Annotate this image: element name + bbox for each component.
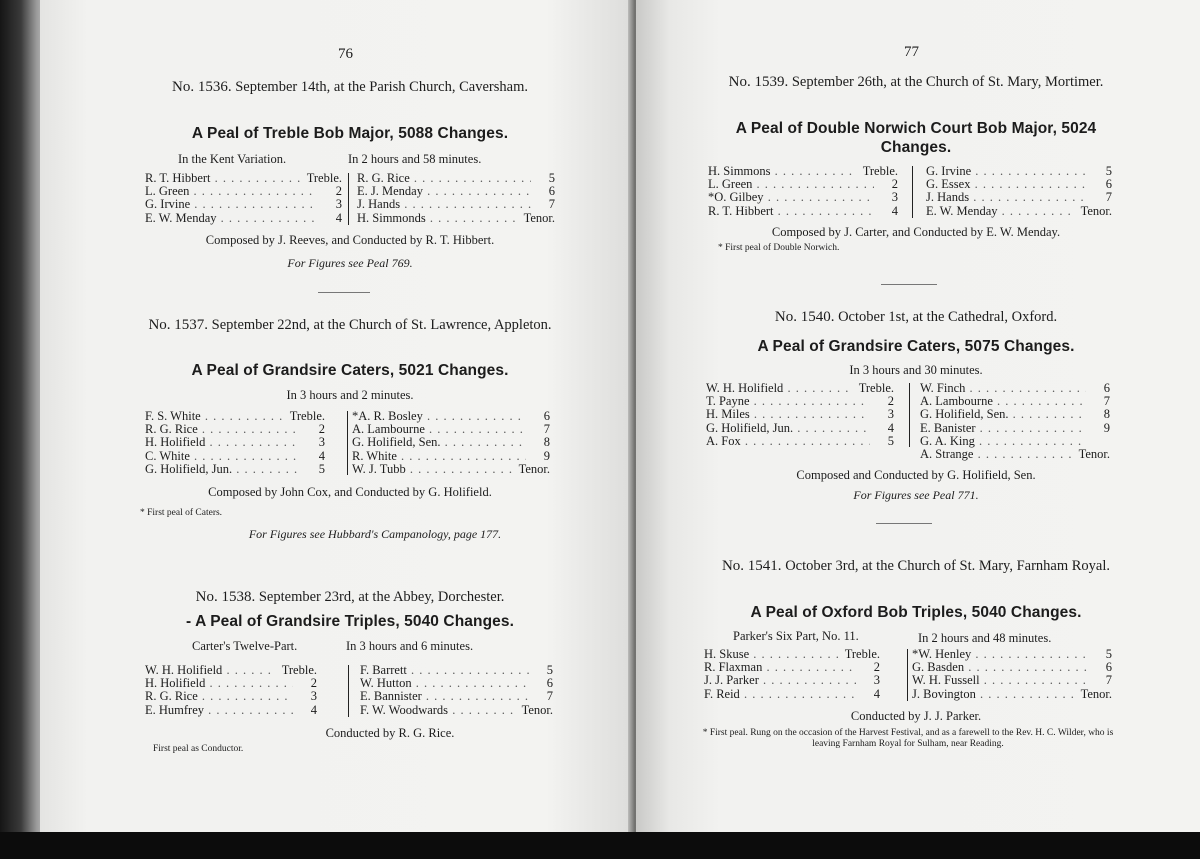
conductor-line: Composed by J. Carter, and Conducted by E. W. Menday. [771,225,1061,239]
ringer-row: H. Skuse . . . Treble. [704,648,880,661]
peal-heading [691,557,1141,576]
conductor-line: Composed by J. Reeves, and Conducted by R. T. Hibbert. [205,233,495,247]
ringer-row: L. Green . . . 2 [708,178,898,191]
peal-title: A Peal of Oxford Bob Triples, 5040 Changes. [750,604,1082,621]
ringer-row: E. W. Menday . . . Tenor. [926,205,1112,218]
peal-duration: In 2 hours and 48 minutes. [918,631,1052,645]
ringers-column-right [357,172,555,225]
footnote: * First peal of Double Norwich. [718,243,840,253]
peal-heading [691,73,1141,92]
section-divider [876,523,932,524]
ringers-column-left [145,664,317,717]
ringers-column-left [704,648,880,701]
ringer-row: G. Irvine . . . 5 [926,165,1112,178]
peal-location: September 26th, at the Church of St. Mary, Mortimer. [791,74,1104,90]
ringer-row: R. T. Hibbert . . . 4 [708,205,898,218]
ringer-row: C. White . . . 4 [145,450,325,463]
ringers-block [145,172,555,228]
ringer-row: R. White . . . 9 [352,450,550,463]
ringer-row: R. G. Rice . . . 2 [145,423,325,436]
ringers-column-left [145,410,325,476]
ringers-column-right [920,382,1110,461]
peal-location: September 23rd, at the Abbey, Dorchester. [258,589,505,605]
figures-reference: For Figures see Peal 771. [853,488,979,502]
ringer-row: F. S. White . . . Treble. [145,410,325,423]
left-page [40,0,636,835]
conductor-line: Conducted by R. G. Rice. [325,726,455,740]
ringer-row: G. Holifield, Jun. . . . 5 [145,463,325,476]
ringer-row: E. J. Menday . . . 6 [357,185,555,198]
column-divider [909,383,910,447]
ringers-block [708,165,1113,221]
ringer-row: G. Holifield, Sen. . . . 8 [352,436,550,449]
footnote: First peal as Conductor. [153,744,244,754]
peal-title: A Peal of Grandsire Caters, 5021 Changes. [191,362,509,379]
peal-number: No. 1540. [774,309,835,325]
ringer-row: G. Holifield, Jun. . . . 4 [706,422,894,435]
peal-heading [140,78,560,97]
ringer-row: F. Reid . . . 4 [704,688,880,701]
ringer-row: H. Holifield . . . 3 [145,436,325,449]
peal-location: October 3rd, at the Church of St. Mary, Farnham Royal. [785,558,1111,574]
ringer-row: *W. Henley . . . 5 [912,648,1112,661]
ringer-row: G. Essex . . . 6 [926,178,1112,191]
ringer-row: J. J. Parker . . . 3 [704,674,880,687]
peal-number: No. 1536. [172,79,232,95]
conductor-line: Composed and Conducted by G. Holifield, Sen. [796,468,1036,482]
ringer-row: R. Flaxman . . . 2 [704,661,880,674]
ringer-row: H. Holifield . . . 2 [145,677,317,690]
ringers-block [704,648,1114,704]
method-note: Carter's Twelve-Part. [192,639,298,653]
column-divider [912,166,913,218]
ringer-row: F. Barrett . . . 5 [360,664,553,677]
ringer-row: G. Basden . . . 6 [912,661,1112,674]
peal-number: No. 1538. [195,589,256,605]
peal-duration: In 2 hours and 58 minutes. [348,152,482,166]
ringer-row: E. Banister . . . 9 [920,422,1110,435]
peal-heading [691,308,1141,327]
ringer-row: J. Bovington . . . Tenor. [912,688,1112,701]
ringer-row: *A. R. Bosley . . . 6 [352,410,550,423]
peal-location: September 22nd, at the Church of St. Lawrence, Appleton. [211,317,552,333]
section-divider [881,284,937,285]
method-note: Parker's Six Part, No. 11. [733,629,859,643]
column-divider [907,649,908,701]
ringer-row: A. Lambourne . . . 7 [352,423,550,436]
ringers-block [145,410,550,478]
peal-title: A Peal of Double Norwich Court Bob Major, 5024 Changes. [735,120,1097,156]
peal-title: A Peal of Grandsire Caters, 5075 Changes. [757,338,1075,355]
ringer-row: J. Hands . . . 7 [926,191,1112,204]
ringer-row: W. J. Tubb . . . Tenor. [352,463,550,476]
ringer-row: H. Miles . . . 3 [706,408,894,421]
ringer-row: G. Irvine . . . 3 [145,198,342,211]
ringer-row: R. G. Rice . . . 5 [357,172,555,185]
column-divider [348,665,349,717]
footnote: * First peal. Rung on the occasion of the Harvest Festival, and as a farewell to the Rev. H. C. Wilder, who is leaving Farnham Royal for Sulham, near Reading. [702,728,1114,749]
ringer-row: W. H. Holifield . . . Treble. [706,382,894,395]
ringers-column-right [360,664,553,717]
method-note: In the Kent Variation. [178,152,287,166]
figures-reference: For Figures see Peal 769. [287,256,413,270]
ringers-block [706,382,1110,464]
peal-location: September 14th, at the Parish Church, Caversham. [235,79,528,95]
peal-heading [120,588,580,607]
ringers-column-right [912,648,1112,701]
ringers-column-left [145,172,342,225]
ringer-row: R. T. Hibbert . . . Treble. [145,172,342,185]
ringer-row: A. Fox . . . 5 [706,435,894,448]
peal-title: A Peal of Treble Bob Major, 5088 Changes. [191,125,509,142]
ringer-row: F. W. Woodwards . . . Tenor. [360,704,553,717]
ringers-block [145,664,553,720]
ringer-row: T. Payne . . . 2 [706,395,894,408]
ringers-column-left [706,382,894,448]
peal-title: - A Peal of Grandsire Triples, 5040 Changes. [185,613,514,630]
conductor-line: Composed by John Cox, and Conducted by G. Holifield. [208,485,492,499]
peal-duration: In 3 hours and 6 minutes. [346,639,474,653]
ringer-row: J. Hands . . . 7 [357,198,555,211]
section-divider [318,292,370,293]
ringer-row: W. Hutton . . . 6 [360,677,553,690]
ringer-row: H. Simmonds . . . Tenor. [357,212,555,225]
ringers-column-left [708,165,898,218]
ringer-row: A. Strange . . . Tenor. [920,448,1110,461]
ringer-row: A. Lambourne . . . 7 [920,395,1110,408]
right-page [636,0,1200,835]
ringer-row: E. Humfrey . . . 4 [145,704,317,717]
peal-duration: In 3 hours and 30 minutes. [849,363,983,377]
peal-location: October 1st, at the Cathedral, Oxford. [838,309,1058,325]
ringer-row: E. Bannister . . . 7 [360,690,553,703]
page-number: 76 [338,46,353,62]
ringer-row: W. H. Holifield . . . Treble. [145,664,317,677]
ringers-column-right [926,165,1112,218]
column-divider [347,411,348,475]
ringer-row: L. Green . . . 2 [145,185,342,198]
peal-number: No. 1537. [148,317,209,333]
ringer-row: E. W. Menday . . . 4 [145,212,342,225]
ringer-row: W. H. Fussell . . . 7 [912,674,1112,687]
peal-number: No. 1541. [721,558,782,574]
ringers-column-right [352,410,550,476]
ringer-row: G. A. King . . . [920,435,1110,448]
ringer-row: R. G. Rice . . . 3 [145,690,317,703]
ringer-row: H. Simmons . . . Treble. [708,165,898,178]
page-number: 77 [904,44,919,60]
figures-reference: For Figures see Hubbard's Campanology, page 177. [248,527,502,541]
ringer-row: W. Finch . . . 6 [920,382,1110,395]
peal-heading [140,316,560,335]
scan-bottom-edge [0,832,1200,859]
conductor-line: Conducted by J. J. Parker. [850,709,982,723]
peal-duration: In 3 hours and 2 minutes. [286,388,414,402]
peal-number: No. 1539. [728,74,789,90]
footnote: * First peal of Caters. [140,508,223,518]
column-divider [348,173,349,225]
ringer-row: G. Holifield, Sen. . . . 8 [920,408,1110,421]
ringer-row: *O. Gilbey . . . 3 [708,191,898,204]
